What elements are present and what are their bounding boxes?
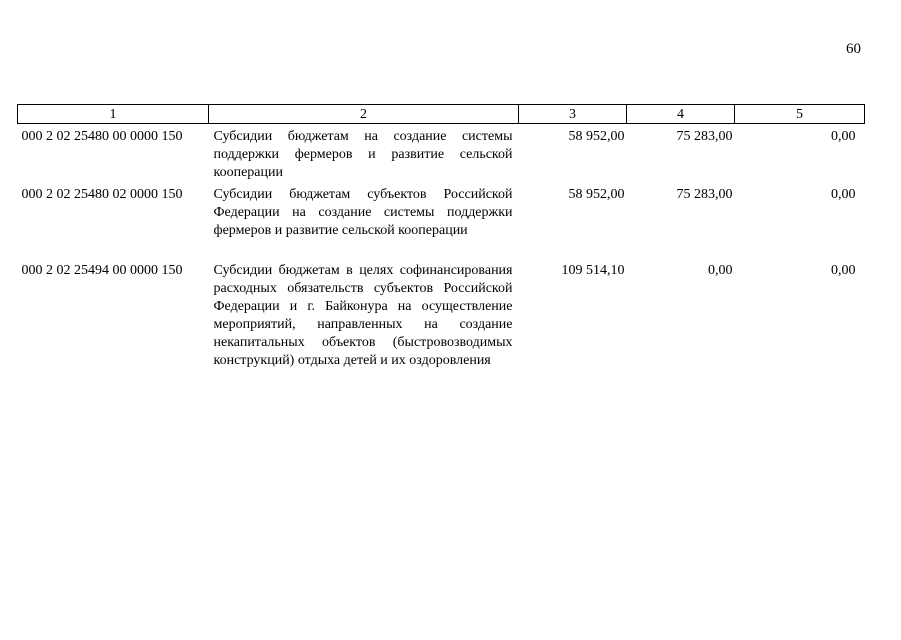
header-col-4: 4 [627,105,735,124]
spacer-cell [18,240,865,258]
table-body [18,124,865,371]
budget-table [17,104,865,370]
header-col-5: 5 [735,105,865,124]
row-name: Субсидии бюджетам субъектов Российской Федерации на создание системы поддержки фермеров и развитие сельской кооперации [213,187,513,238]
row-code: 000 2 02 25480 02 0000 150 [21,187,183,202]
header-col-1: 1 [18,105,209,124]
row-name: Субсидии бюджетам в целях софинансирования расходных обязательств субъектов Российской Федерации и г. Байконура на осуществление мероприятий, направленных на создание некапитальных объектов (быстровозводимых конструкций) отдыха детей и их оздоровления [213,263,513,368]
header-col-2: 2 [209,105,519,124]
row-value-col5: 0,00 [831,263,856,278]
row-value-col3: 58 952,00 [568,129,625,144]
row-value-col4: 75 283,00 [676,129,733,144]
row-name: Субсидии бюджетам на создание системы поддержки фермеров и развитие сельской кооперации [213,129,513,180]
row-spacer [18,240,865,258]
row-value-col3: 58 952,00 [568,187,625,202]
table-row [18,182,865,240]
row-value-col4: 75 283,00 [676,187,733,202]
header-row [18,105,865,124]
row-value-col5: 0,00 [831,187,856,202]
table-row [18,258,865,370]
page-number: 60 [846,41,861,57]
row-value-col3: 109 514,10 [561,263,625,278]
row-code: 000 2 02 25480 00 0000 150 [21,129,183,144]
row-value-col5: 0,00 [831,129,856,144]
header-col-3: 3 [519,105,627,124]
row-value-col4: 0,00 [708,263,733,278]
table-header [18,105,865,124]
table-row [18,124,865,183]
row-code: 000 2 02 25494 00 0000 150 [21,263,183,278]
